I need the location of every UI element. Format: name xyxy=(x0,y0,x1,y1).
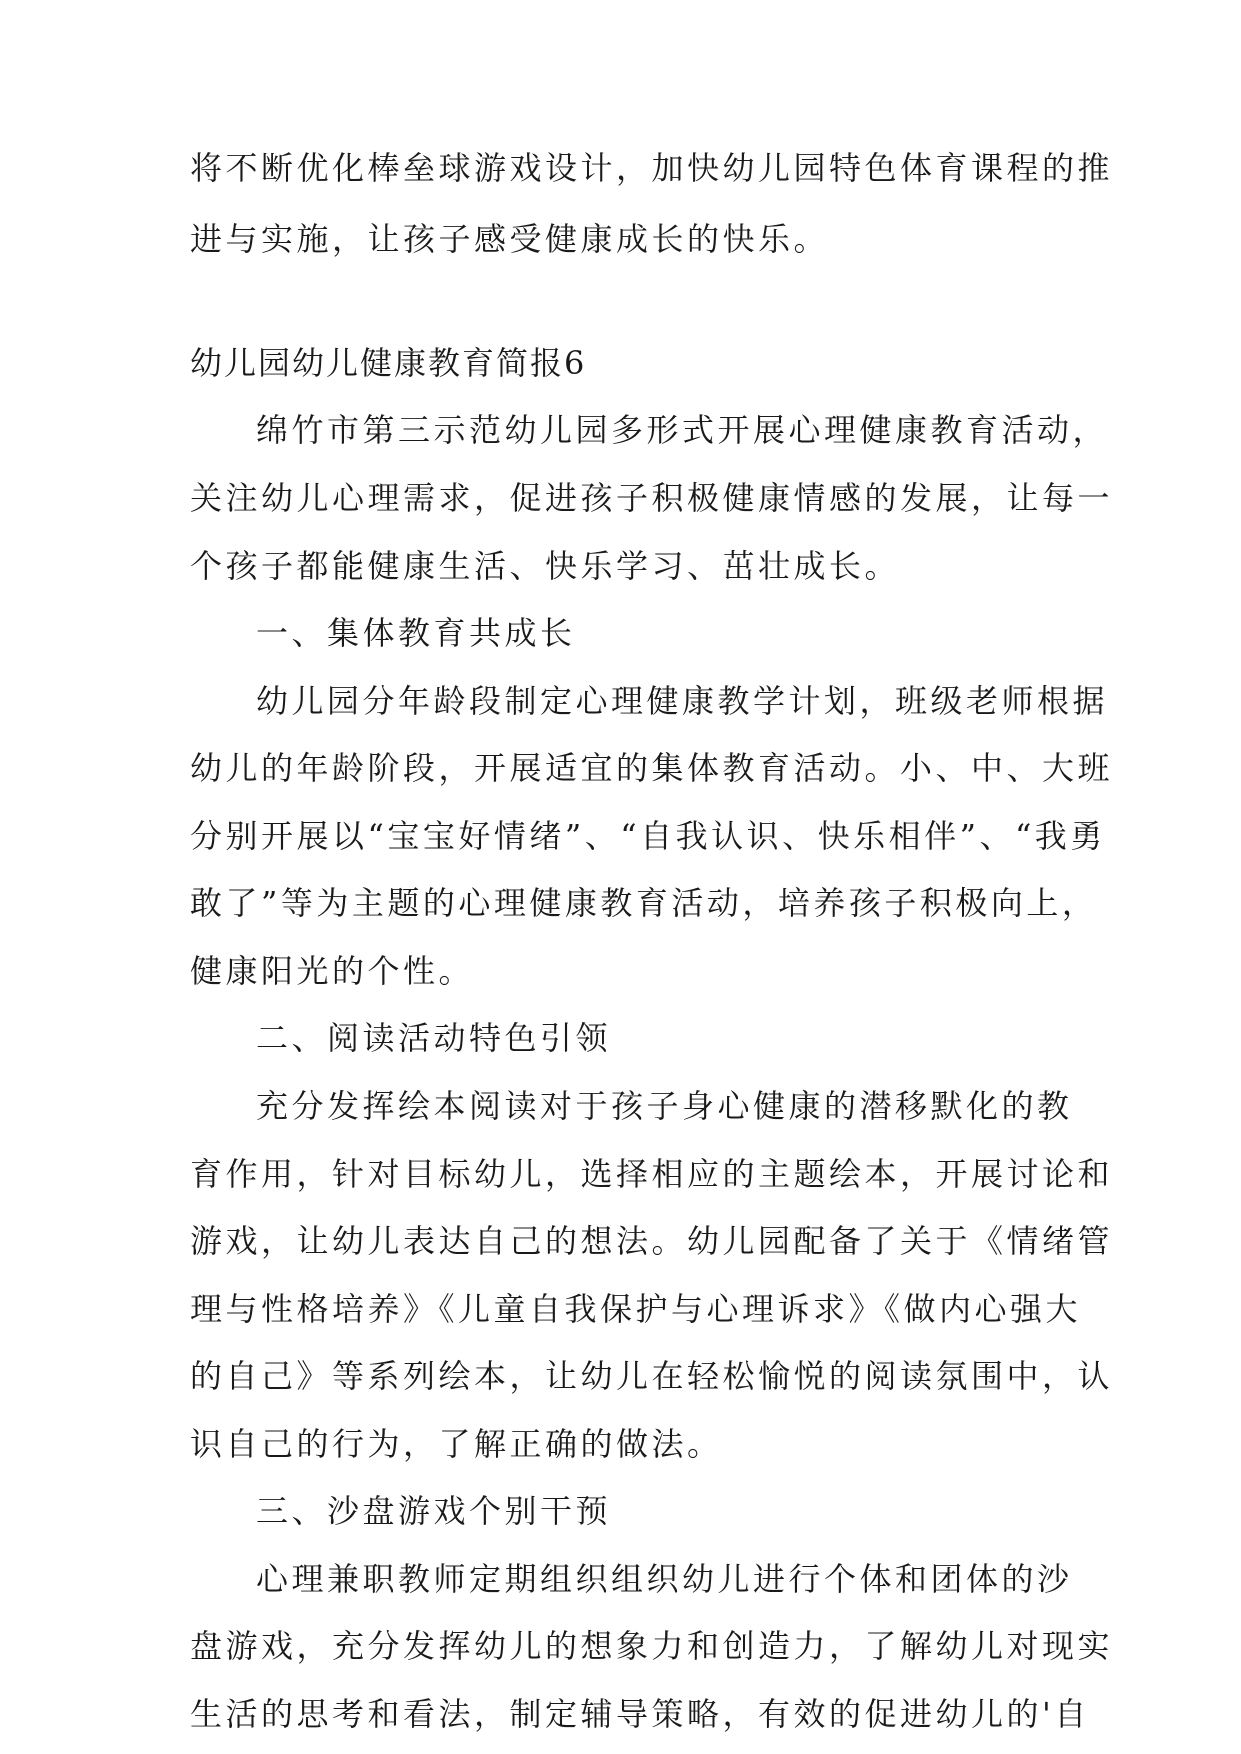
para2-line-1: 幼儿园分年龄段制定心理健康教学计划，班级老师根据 xyxy=(256,682,1109,720)
section-heading-2: 二、阅读活动特色引领 xyxy=(256,1019,612,1057)
para1-line-3: 个孩子都能健康生活、快乐学习、茁壮成长。 xyxy=(190,547,901,585)
section-heading-1: 一、集体教育共成长 xyxy=(256,614,576,652)
para2-line-3: 分别开展以“宝宝好情绪”、“自我认识、快乐相伴”、“我勇 xyxy=(190,817,1106,855)
para3-line-1: 充分发挥绘本阅读对于孩子身心健康的潜移默化的教 xyxy=(256,1087,1073,1125)
para4-line-2: 盘游戏，充分发挥幼儿的想象力和创造力，了解幼儿对现实 xyxy=(190,1627,1114,1665)
para2-line-2: 幼儿的年龄阶段，开展适宜的集体教育活动。小、中、大班 xyxy=(190,749,1114,787)
para3-line-3: 游戏，让幼儿表达自己的想法。幼儿园配备了关于《情绪管 xyxy=(190,1222,1114,1260)
para2-line-4: 敢了”等为主题的心理健康教育活动，培养孩子积极向上， xyxy=(190,884,1098,922)
intro-line-1: 将不断优化棒垒球游戏设计，加快幼儿园特色体育课程的推 xyxy=(190,149,1114,187)
para1-line-2: 关注幼儿心理需求，促进孩子积极健康情感的发展，让每一 xyxy=(190,479,1114,517)
para3-line-6: 识自己的行为，了解正确的做法。 xyxy=(190,1425,723,1463)
para4-line-1: 心理兼职教师定期组织组织幼儿进行个体和团体的沙 xyxy=(256,1560,1073,1598)
para3-line-2: 育作用，针对目标幼儿，选择相应的主题绘本，开展讨论和 xyxy=(190,1155,1114,1193)
para3-line-5: 的自己》等系列绘本，让幼儿在轻松愉悦的阅读氛围中，认 xyxy=(190,1357,1114,1395)
para2-line-5: 健康阳光的个性。 xyxy=(190,952,475,990)
para4-line-3: 生活的思考和看法，制定辅导策略，有效的促进幼儿的'自 xyxy=(190,1695,1090,1733)
intro-line-2: 进与实施，让孩子感受健康成长的快乐。 xyxy=(190,220,830,258)
para3-line-4: 理与性格培养》《儿童自我保护与心理诉求》《做内心强大 xyxy=(190,1290,1082,1328)
section-heading-3: 三、沙盘游戏个别干预 xyxy=(256,1492,612,1530)
document-title: 幼儿园幼儿健康教育简报6 xyxy=(190,344,587,382)
para1-line-1: 绵竹市第三示范幼儿园多形式开展心理健康教育活动， xyxy=(256,411,1109,449)
